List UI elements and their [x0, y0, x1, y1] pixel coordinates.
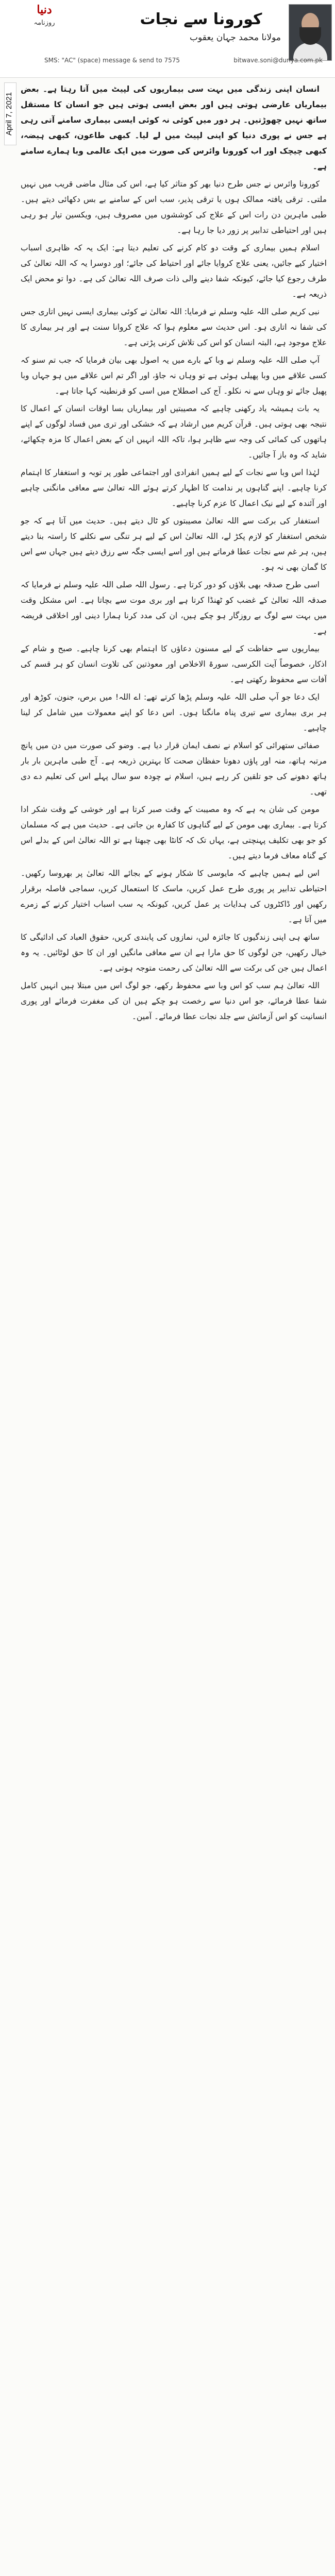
article-paragraph: لہٰذا اس وبا سے نجات کے لیے ہمیں انفرادی اور اجتماعی طور پر توبہ و استغفار کا اہتمام کرنا چاہیے۔ اپنے گناہوں پر ندامت کا اظہار کرتے ہوئے اللہ تعالیٰ سے معافی مانگنی چاہیے اور آئندہ کے لیے نیک اعمال کا عزم کرنا چاہیے۔ — [21, 468, 327, 508]
publish-date: April 7, 2021 — [4, 82, 16, 145]
author-name: مولانا محمد جہان یعقوب — [190, 32, 281, 43]
column-title: کورونا سے نجات — [140, 10, 262, 28]
article-paragraph: اللہ تعالیٰ ہم سب کو اس وبا سے محفوظ رکھے، جو لوگ اس میں مبتلا ہیں انہیں کامل شفا عطا فرمائے، جو اس دنیا سے رخصت ہو چکے ہیں ان کی مغفرت فرمائے اور پوری انسانیت کو اس آزمائش سے جلد نجات عطا فرمائے۔ آمین۔ — [21, 981, 327, 1021]
article-paragraph: انسان اپنی زندگی میں بہت سی بیماریوں کی لپیٹ میں آتا رہتا ہے۔ بعض بیماریاں عارضی ہوتی ہیں اور بعض ایسی ہوتی ہیں جو انسان کا مستقل ساتھ نہیں چھوڑتیں۔ ہر دور میں کوئی نہ کوئی ایسی بیماری سامنے آتی رہی ہے جس نے پوری دنیا کو اپنی لپیٹ میں لے لیا۔ کبھی طاعون، کبھی ہیضہ، کبھی چیچک اور اب کورونا وائرس کی صورت میں ایک عالمی وبا ہمارے سامنے ہے۔ — [21, 84, 327, 171]
article-paragraph: ایک دعا جو آپ صلی اللہ علیہ وسلم پڑھا کرتے تھے: اے اللہ! میں برص، جنون، کوڑھ اور ہر بری بیماری سے تیری پناہ مانگتا ہوں۔ اس دعا کو اپنے معمولات میں شامل کر لینا چاہیے۔ — [21, 692, 327, 733]
article-paragraph: صفائی ستھرائی کو اسلام نے نصف ایمان قرار دیا ہے۔ وضو کی صورت میں دن میں پانچ مرتبہ ہاتھ، منہ اور پاؤں دھونا حفظان صحت کا بہترین ذریعہ ہے۔ آج طبی ماہرین بار بار ہاتھ دھونے کی جو تلقین کر رہے ہیں، اسلام نے چودہ سو سال پہلے اس کی تعلیم دے دی تھی۔ — [21, 741, 327, 796]
email-address[interactable]: bitwave.soni@dunya.com.pk — [233, 57, 323, 64]
column-header — [0, 0, 335, 78]
article-paragraph: یہ بات ہمیشہ یاد رکھنی چاہیے کہ مصیبتیں اور بیماریاں بسا اوقات انسان کے اعمال کا نتیجہ بھی ہوتی ہیں۔ قرآن کریم میں ارشاد ہے کہ خشکی اور تری میں فساد لوگوں کے اپنے ہاتھوں کی کمائی کی وجہ سے ظاہر ہوا، تاکہ اللہ انہیں ان کے بعض اعمال کا مزہ چکھائے، شاید کہ وہ باز آ جائیں۔ — [21, 404, 327, 460]
article-paragraph: بیماریوں سے حفاظت کے لیے مسنون دعاؤں کا اہتمام بھی کرنا چاہیے۔ صبح و شام کے اذکار، خصوصاً آیت الکرسی، سورۃ الاخلاص اور معوذتین کی تلاوت انسان کو ہر قسم کی آفات سے محفوظ رکھتی ہے۔ — [21, 644, 327, 684]
article-paragraph: مومن کی شان یہ ہے کہ وہ مصیبت کے وقت صبر کرتا ہے اور خوشی کے وقت شکر ادا کرتا ہے۔ بیماری بھی مومن کے لیے گناہوں کا کفارہ بن جاتی ہے۔ حدیث میں ہے کہ مسلمان کو جو بھی تکلیف پہنچتی ہے، یہاں تک کہ کانٹا بھی چبھتا ہے تو اللہ تعالیٰ اس کے بدلے اس کے گناہ معاف فرما دیتے ہیں۔ — [21, 805, 327, 860]
masthead-name: دنیا — [37, 3, 52, 16]
sms-line: SMS: "AC" (space) message & send to 7575 — [44, 57, 180, 64]
article-paragraph: اسلام ہمیں بیماری کے وقت دو کام کرنے کی تعلیم دیتا ہے: ایک یہ کہ ظاہری اسباب اختیار کیے جائیں، یعنی علاج کروایا جائے اور احتیاط کی جائے؛ اور دوسرا یہ کہ اللہ تعالیٰ کی طرف رجوع کیا جائے، کیونکہ شفا دینے والی ذات صرف اللہ تعالیٰ کی ہے۔ دوا تو محض ایک ذریعہ ہے۔ — [21, 243, 327, 299]
article-paragraph: نبی کریم صلی اللہ علیہ وسلم نے فرمایا: اللہ تعالیٰ نے کوئی بیماری ایسی نہیں اتاری جس کی شفا نہ اتاری ہو۔ اس حدیث سے معلوم ہوا کہ علاج کروانا سنت ہے اور ہر بیماری کا علاج موجود ہے، البتہ انسان کو اس کی تلاش کرنی پڑتی ہے۔ — [21, 307, 327, 347]
article-paragraph: کورونا وائرس نے جس طرح دنیا بھر کو متاثر کیا ہے، اس کی مثال ماضی قریب میں نہیں ملتی۔ ترقی یافتہ ممالک ہوں یا ترقی پذیر، سب اس کے سامنے بے بس دکھائی دیتے ہیں۔ طبی ماہرین دن رات اس کے علاج کی کوششوں میں مصروف ہیں، ویکسین تیار ہو رہی ہیں اور احتیاطی تدابیر پر زور دیا جا رہا ہے۔ — [21, 179, 327, 235]
masthead-logo — [13, 3, 75, 34]
masthead-tag: روزنامہ — [34, 19, 55, 27]
author-photo — [289, 4, 332, 61]
article-paragraph: ساتھ ہی اپنی زندگیوں کا جائزہ لیں، نمازوں کی پابندی کریں، حقوق العباد کی ادائیگی کا خیال رکھیں، جن لوگوں کا حق مارا ہے ان سے معافی مانگیں اور ان کا حق لوٹائیں۔ یہ وہ اعمال ہیں جن کی برکت سے اللہ تعالیٰ کی رحمت متوجہ ہوتی ہے۔ — [21, 933, 327, 973]
article-body — [21, 81, 327, 2576]
article-paragraph: اس لیے ہمیں چاہیے کہ مایوسی کا شکار ہونے کے بجائے اللہ تعالیٰ پر بھروسا رکھیں۔ احتیاطی تدابیر پر پوری طرح عمل کریں، ماسک کا استعمال کریں، سماجی فاصلہ برقرار رکھیں اور ڈاکٹروں کی ہدایات پر عمل کریں، کیونکہ یہ سب اسباب اختیار کرنے کے زمرے میں آتا ہے۔ — [21, 869, 327, 924]
contact-line — [44, 57, 323, 64]
article-paragraph: استغفار کی برکت سے اللہ تعالیٰ مصیبتوں کو ٹال دیتے ہیں۔ حدیث میں آتا ہے کہ جو شخص استغفار کو لازم پکڑ لے، اللہ تعالیٰ اس کے لیے ہر تنگی سے نکلنے کا راستہ بنا دیتے ہیں، ہر غم سے نجات عطا فرماتے ہیں اور اسے ایسی جگہ سے رزق دیتے ہیں جہاں سے اس کا گمان بھی نہ ہو۔ — [21, 516, 327, 572]
article-paragraph: اسی طرح صدقہ بھی بلاؤں کو دور کرتا ہے۔ رسول اللہ صلی اللہ علیہ وسلم نے فرمایا کہ صدقہ اللہ تعالیٰ کے غضب کو ٹھنڈا کرتا ہے اور بری موت سے بچاتا ہے۔ اس مشکل وقت میں بہت سے لوگ بے روزگار ہو چکے ہیں، ان کی مدد کرنا ہمارا دینی اور اخلاقی فریضہ ہے۔ — [21, 580, 327, 636]
article-paragraph: آپ صلی اللہ علیہ وسلم نے وبا کے بارے میں یہ اصول بھی بیان فرمایا کہ جب تم سنو کہ کسی علاقے میں وبا پھیلی ہوئی ہے تو وہاں نہ جاؤ، اور اگر تم اس علاقے میں ہو جہاں وبا پھیل جائے تو وہاں سے نہ نکلو۔ آج کی اصطلاح میں اسی کو قرنطینہ کہا جاتا ہے۔ — [21, 355, 327, 396]
